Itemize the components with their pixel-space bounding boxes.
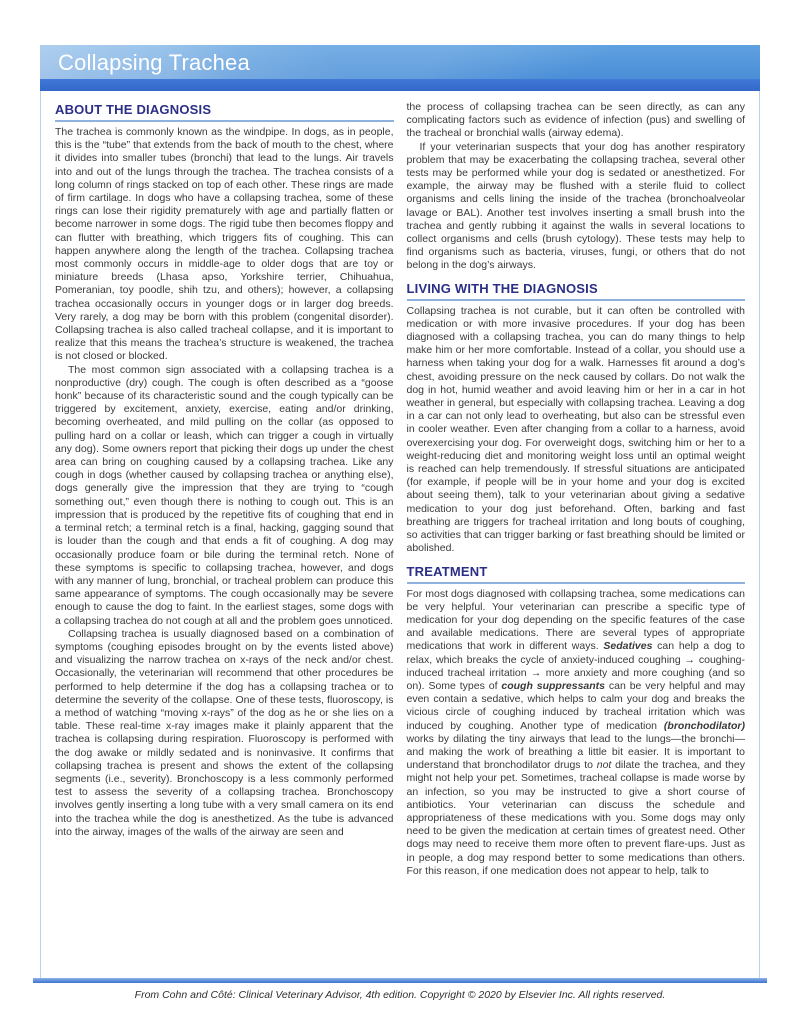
paragraph: If your veterinarian suspects that your dog has another respiratory problem that may be exacerbating the collapsing trachea, several other tests may be performed while your dog is sedated or anesthetized. For example, the airway may be flushed with a sterile fluid to collect organisms and cells lining the inside of the trachea (bronchoalveolar lavage or BAL). Another test involves inserting a small brush into the trachea and gently rubbing it against the walls in several locations to collect organisms and cells (brush cytology). These tests may help to find organisms such as bacteria, viruses, fungi, or others that do not belong in the dog’s airways.	[406, 140, 745, 272]
paragraph: For most dogs diagnosed with collapsing trachea, some medications can be very helpful. Your veterinarian can prescribe a specific type of medication for your dog depending on the specific features of the case and available medications. There are several types of appropriate medications that work in different ways. Sedatives can help a dog to relax, which breaks the cycle of anxiety-induced coughing → coughing-induced tracheal irritation → more anxiety and more coughing (and so on). Some types of cough suppressants can be very helpful and may even contain a sedative, which helps to calm your dog and breaks the vicious circle of coughing induced by tracheal irritation which was induced by coughing. Another type of medication (bronchodilator) works by dilating the tiny airways that lead to the lungs—the bronchi—and making the work of breathing a little bit easier. It is important to understand that bronchodilator drugs to not dilate the trachea, and they might not help your pet. Sometimes, tracheal collapse is made worse by an infection, so you may be instructed to give a short course of antibiotics. Your veterinarian can discuss the schedule and appropriateness of these medications with you. Some dogs may only need to be given the medication at certain times of greatest need. Other dogs may need to receive them more often to prevent flare-ups. Just as in people, a dog may respond better to some medications than others. For this reason, if one medication does not appear to help, talk to	[406, 587, 746, 877]
content-area	[40, 91, 760, 978]
paragraph: The most common sign associated with a collapsing trachea is a nonproductive (dry) cough. The cough is often described as a “goose honk” because of its characteristic sound and the cough typically can be triggered by excitement, anxiety, exercise, eating and/or drinking, becoming overheated, and mild pulling on the collar (as opposed to pulling hard on a collar or leash, which can trigger a cough in virtually any dog). Some owners report that picking their dogs up under the chest area can bring on coughing caused by a collapsing trachea. Like any cough in dogs (whether caused by collapsing trachea or anything else), dogs generally give the impression that they are trying to “cough something out,” even though there is nothing to cough out. This is an impression that is produced by the repetitive fits of coughing that end in a terminal retch; a terminal retch is a final, hacking, gagging sound that is louder than the cough and that ends a fit of coughing. A dog may occasionally produce foam or bile during the terminal retch. None of these symptoms is specific to collapsing trachea, however, and dogs with any manner of lung, bronchial, or tracheal problem can produce this same appearance of symptoms. The cough occasionally may be severe enough to cause the dog to faint. In the earliest stages, some dogs with a collapsing trachea do not cough at all and the problem goes unnoticed.	[55, 363, 394, 627]
footer-credit: From Cohn and Côté: Clinical Veterinary Advisor, 4th edition. Copyright © 2020 by Elsevier Inc. All rights reserved.	[134, 989, 666, 1001]
paragraph: Collapsing trachea is not curable, but it can often be controlled with medication or with more invasive procedures. If your dog has been diagnosed with a collapsing trachea, you can do many things to help make him or her more comfortable. Instead of a collar, you should use a harness when taking your dog for a walk. Harnesses fit around a dog’s chest, avoiding pressure on the neck caused by collars. Do not walk the dog in hot, humid weather and avoid leaving him or her in a car in hot weather in general, but especially with collapsing trachea. Leaving a dog in a car can not only lead to overheating, but also can be stressful even in cooler weather. Even after changing from a collar to a harness, avoid overexercising your dog. For overweight dogs, switching him or her to a weight-reducing diet and monitoring weight loss until an optimal weight is reached can help tremendously. If stressful situations are anticipated (for example, if people will be in your home and your dog is excited about seeing them), talk to your veterinarian about giving a sedative medication to your dog just beforehand. Often, barking and fast breathing are triggers for tracheal irritation and long bouts of coughing, so activities that can trigger barking or fast breathing should be limited or abolished.	[406, 304, 745, 555]
bottom-rule	[33, 978, 767, 983]
section-heading: ABOUT THE DIAGNOSIS	[55, 102, 394, 122]
paragraph: the process of collapsing trachea can be seen directly, as can any complicating factors such as evidence of infection (pus) and swelling of the tracheal or bronchial walls (airway edema).	[406, 101, 745, 140]
paragraph: The trachea is commonly known as the windpipe. In dogs, as in people, this is the “tube” that extends from the back of mouth to the chest, where it divides into smaller tubes (bronchi) that lead to the lungs. Air travels into and out of the lungs through the trachea. The trachea consists of a long column of rings stacked on top of each other. These rings are made of firm cartilage. In dogs who have a collapsing trachea, some of these rings can lose their rigidity prematurely with age and partially flatten or become narrower in some dogs. The rigid tube then becomes floppy and can flutter with breathing, which triggers fits of coughing. This can happen anywhere along the length of the trachea. Collapsing trachea most commonly occurs in middle-age to older dogs that are toy or miniature breeds (Lhasa apso, Yorkshire terrier, Chihuahua, Pomeranian, toy poodle, shih tzu, and others); however, a collapsing trachea occasionally occurs in younger dogs or in larger dog breeds. Very rarely, a dog may be born with this problem (congenital disorder). Collapsing trachea is also called tracheal collapse, and it is important to realize that this means the trachea’s structure is weakened, the trachea is not closed or blocked.	[55, 126, 394, 363]
right-column	[407, 101, 746, 972]
left-column	[55, 101, 394, 972]
banner-stripe	[40, 79, 760, 91]
banner-background	[40, 45, 760, 79]
title-banner	[40, 45, 760, 91]
paragraph: Collapsing trachea is usually diagnosed based on a combination of symptoms (coughing episodes brought on by the events listed above) and visualizing the narrow trachea on x-rays of the neck and/or chest. Occasionally, the veterinarian will recommend that other procedures be performed to help determine if the dog has a collapsing trachea or to determine the severity of the collapse. One of these tests, fluoroscopy, is a method of watching “moving x-rays” of the dog as he or she lies on a table. These real-time x-ray images make it plainly apparent that the trachea is collapsing during respiration. Fluoroscopy is performed with the dog awake or mildly sedated and is noninvasive. It confirms that collapsing trachea is present and shows the extent of the collapsing segments (i.e., severity). Bronchoscopy is a less commonly performed test to assess the severity of a collapsing trachea. Bronchoscopy involves gently inserting a long tube with a very small camera on its end into the trachea while the dog is anesthetized. As the tube is advanced into the airway, images of the walls of the airway are seen and	[55, 627, 394, 838]
page-title: Collapsing Trachea	[58, 50, 250, 75]
section-heading: LIVING WITH THE DIAGNOSIS	[407, 281, 746, 301]
section-heading: TREATMENT	[407, 564, 746, 584]
